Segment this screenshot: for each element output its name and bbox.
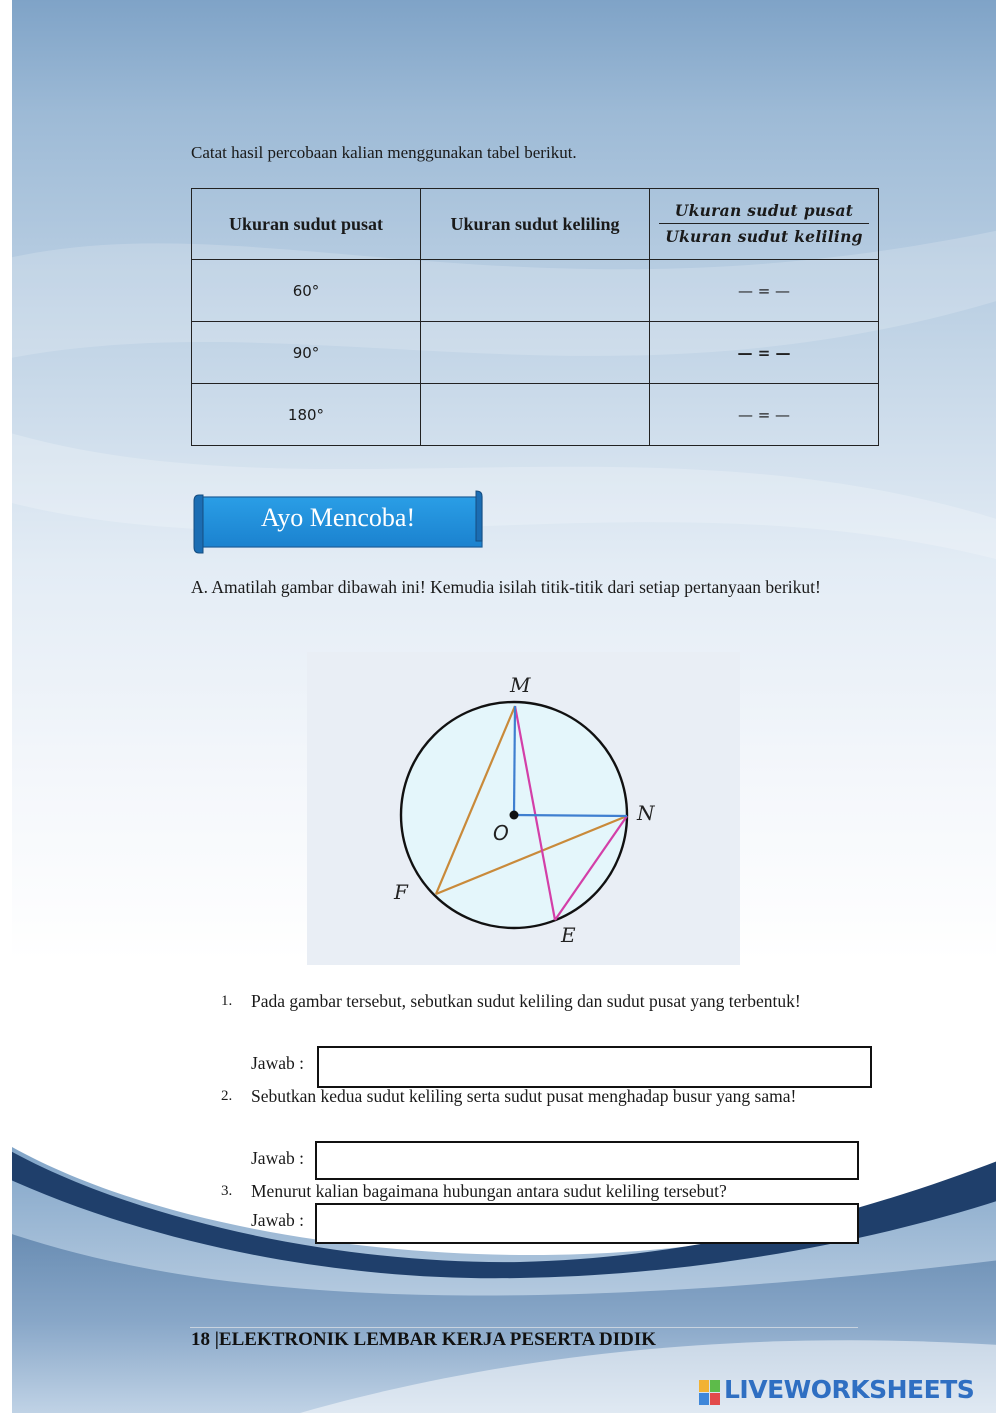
label-n: N: [637, 801, 655, 825]
radius-om: [514, 706, 515, 815]
ratio-blank: — = —: [737, 343, 791, 362]
question-number: 1.: [221, 993, 233, 1009]
label-m: M: [510, 673, 531, 697]
question-text: Menurut kalian bagaimana hubungan antara sudut keliling tersebut?: [251, 1181, 727, 1201]
center-point: [510, 811, 519, 820]
cell-inscribed-angle-input[interactable]: [421, 384, 650, 446]
circle-diagram: [307, 652, 740, 965]
banner-title: Ayo Mencoba!: [260, 503, 416, 532]
radius-on: [514, 815, 627, 816]
ratio-fraction: [659, 201, 869, 246]
liveworksheets-logo-icon: [698, 1377, 722, 1409]
answer-label: Jawab :: [251, 1053, 304, 1073]
liveworksheets-watermark: LIVEWORKSHEETS: [724, 1375, 975, 1404]
intro-text: Catat hasil percobaan kalian menggunakan tabel berikut.: [191, 143, 577, 162]
answer-label: Jawab :: [251, 1210, 304, 1230]
header-ratio: [650, 189, 879, 260]
header-inscribed-angle: Ukuran sudut keliling: [421, 189, 650, 260]
cell-inscribed-angle-input[interactable]: [421, 260, 650, 322]
table-row: [192, 322, 879, 384]
label-f: F: [394, 880, 408, 904]
cell-ratio-input[interactable]: [650, 322, 879, 384]
footer-divider: [190, 1327, 858, 1328]
ratio-blank: — = —: [737, 405, 791, 424]
question-text: Sebutkan kedua sudut keliling serta sudut pusat menghadap busur yang sama!: [251, 1086, 797, 1106]
table-row: [192, 260, 879, 322]
cell-inscribed-angle-input[interactable]: [421, 322, 650, 384]
ratio-numerator: Ukuran sudut pusat: [659, 201, 869, 224]
cell-ratio-input[interactable]: [650, 260, 879, 322]
answer-input-2[interactable]: [315, 1141, 859, 1180]
cell-central-angle: 60°: [192, 260, 421, 322]
label-e: E: [561, 923, 576, 947]
cell-central-angle: 180°: [192, 384, 421, 446]
question-number: 2.: [221, 1088, 233, 1104]
experiment-table: [191, 188, 879, 446]
circle-figure: [307, 652, 740, 965]
question-text: Pada gambar tersebut, sebutkan sudut keliling dan sudut pusat yang terbentuk!: [251, 991, 801, 1011]
table-row: [192, 384, 879, 446]
cell-central-angle: 90°: [192, 322, 421, 384]
ratio-blank: — = —: [737, 281, 791, 300]
question-number: 3.: [221, 1183, 233, 1199]
answer-input-3[interactable]: [315, 1203, 859, 1244]
answer-label: Jawab :: [251, 1148, 304, 1168]
instruction-text: A. Amatilah gambar dibawah ini! Kemudia isilah titik-titik dari setiap pertanyaan berikut!: [191, 577, 821, 597]
ratio-denominator: Ukuran sudut keliling: [665, 227, 863, 246]
label-o: O: [493, 821, 509, 845]
left-margin: [0, 0, 12, 1413]
right-margin: [996, 0, 1000, 1413]
page-footer: 18 |ELEKTRONIK LEMBAR KERJA PESERTA DIDIK: [191, 1329, 657, 1350]
cell-ratio-input[interactable]: [650, 384, 879, 446]
header-central-angle: Ukuran sudut pusat: [192, 189, 421, 260]
